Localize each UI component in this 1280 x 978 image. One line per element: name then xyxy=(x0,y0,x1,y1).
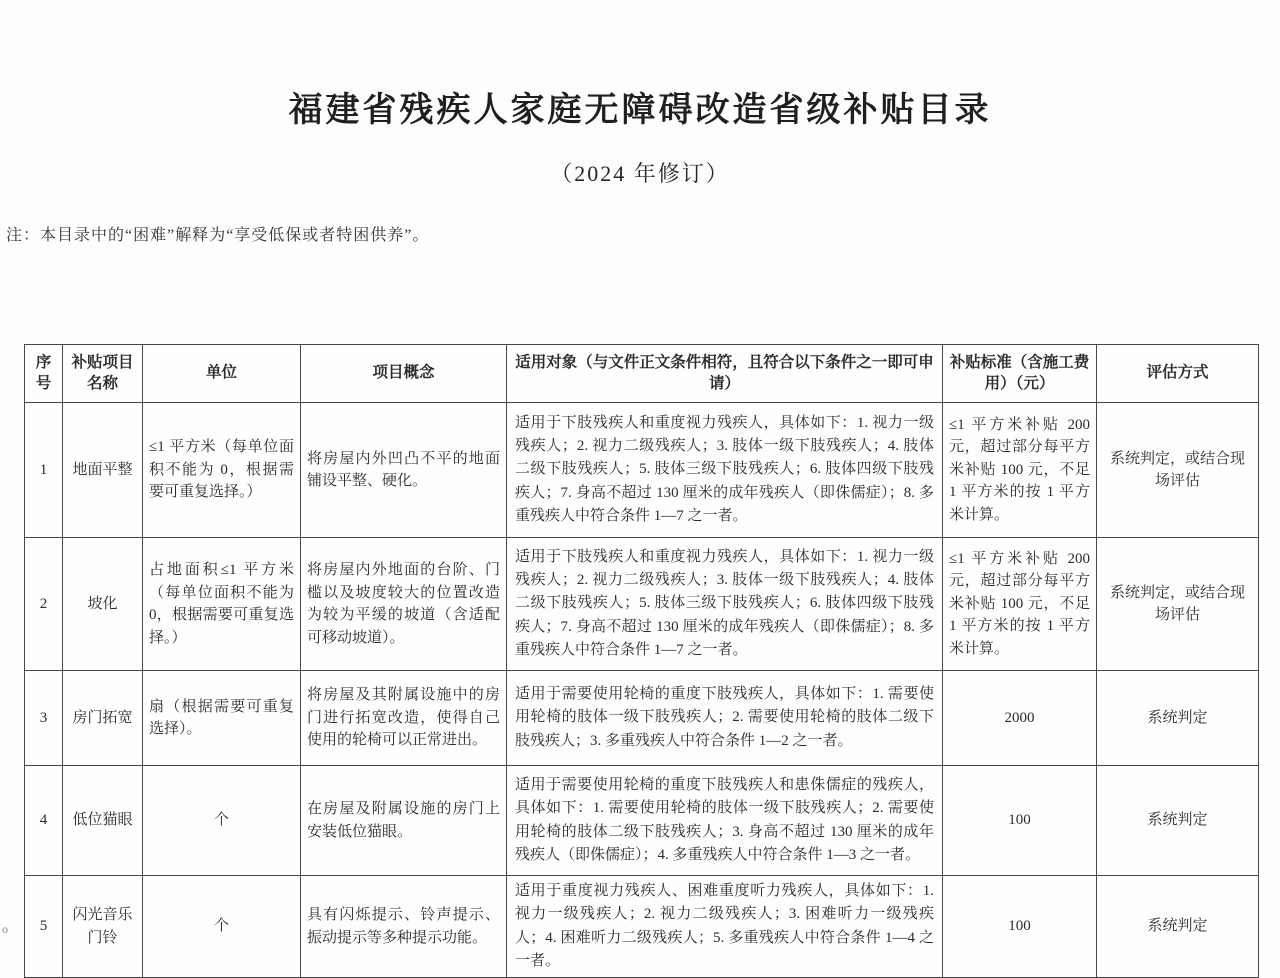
cell-target: 适用于下肢残疾人和重度视力残疾人，具体如下：1. 视力一级残疾人；2. 视力二级残疾人；3. 肢体一级下肢残疾人；4. 肢体二级下肢残疾人；5. 肢体三级下肢残疾人；6. 肢体四级下肢残疾人；7. 身高不超过 130 厘米的成年残疾人（即侏儒症）；8. 多重残疾人中符合条件 1—7 之一者。 xyxy=(507,538,943,671)
cell-standard: ≤1 平方米补贴 200 元，超过部分每平方米补贴 100 元，不足 1 平方米的按 1 平方米计算。 xyxy=(943,538,1097,671)
header-project-name: 补贴项目名称 xyxy=(63,345,143,403)
cell-project-name: 房门拓宽 xyxy=(63,671,143,766)
cell-concept: 将房屋内外凹凸不平的地面铺设平整、硬化。 xyxy=(301,403,507,538)
cell-standard: ≤1 平方米补贴 200 元，超过部分每平方米补贴 100 元，不足 1 平方米的按 1 平方米计算。 xyxy=(943,403,1097,538)
cell-evaluation: 系统判定，或结合现场评估 xyxy=(1097,403,1259,538)
table-row xyxy=(25,671,1259,766)
cell-evaluation: 系统判定 xyxy=(1097,671,1259,766)
cell-concept: 在房屋及附属设施的房门上安装低位猫眼。 xyxy=(301,766,507,876)
header-concept: 项目概念 xyxy=(301,345,507,403)
table-header-row xyxy=(25,345,1259,403)
header-target: 适用对象（与文件正文条件相符，且符合以下条件之一即可申请） xyxy=(507,345,943,403)
scan-edge-mark: o xyxy=(2,922,8,936)
cell-concept: 将房屋及其附属设施中的房门进行拓宽改造，使得自己使用的轮椅可以正常进出。 xyxy=(301,671,507,766)
cell-unit: 个 xyxy=(143,876,301,978)
cell-unit: 占地面积≤1 平方米（每单位面积不能为 0，根据需要可重复选择。） xyxy=(143,538,301,671)
cell-standard: 100 xyxy=(943,876,1097,978)
cell-project-name: 低位猫眼 xyxy=(63,766,143,876)
cell-no: 5 xyxy=(25,876,63,978)
cell-evaluation: 系统判定 xyxy=(1097,766,1259,876)
cell-evaluation: 系统判定 xyxy=(1097,876,1259,978)
cell-target: 适用于需要使用轮椅的重度下肢残疾人，具体如下：1. 需要使用轮椅的肢体一级下肢残疾人；2. 需要使用轮椅的肢体二级下肢残疾人；3. 多重残疾人中符合条件 1—2 之一者。 xyxy=(507,671,943,766)
cell-concept: 将房屋内外地面的台阶、门槛以及坡度较大的位置改造为较为平缓的坡道（含适配可移动坡道）。 xyxy=(301,538,507,671)
header-standard: 补贴标准（含施工费用）（元） xyxy=(943,345,1097,403)
cell-project-name: 闪光音乐门铃 xyxy=(63,876,143,978)
cell-evaluation: 系统判定，或结合现场评估 xyxy=(1097,538,1259,671)
cell-no: 2 xyxy=(25,538,63,671)
table-row xyxy=(25,403,1259,538)
cell-target: 适用于下肢残疾人和重度视力残疾人，具体如下：1. 视力一级残疾人；2. 视力二级残疾人；3. 肢体一级下肢残疾人；4. 肢体二级下肢残疾人；5. 肢体三级下肢残疾人；6. 肢体四级下肢残疾人；7. 身高不超过 130 厘米的成年残疾人（即侏儒症）；8. 多重残疾人中符合条件 1—7 之一者。 xyxy=(507,403,943,538)
cell-no: 3 xyxy=(25,671,63,766)
cell-target: 适用于重度视力残疾人、困难重度听力残疾人，具体如下：1. 视力一级残疾人；2. 视力二级残疾人；3. 困难听力一级残疾人；4. 困难听力二级残疾人；5. 多重残疾人中符合条件 1—4 之一者。 xyxy=(507,876,943,978)
cell-target: 适用于需要使用轮椅的重度下肢残疾人和患侏儒症的残疾人，具体如下：1. 需要使用轮椅的肢体一级下肢残疾人；2. 需要使用轮椅的肢体二级下肢残疾人；3. 身高不超过 130 厘米的成年残疾人（即侏儒症）；4. 多重残疾人中符合条件 1—3 之一者。 xyxy=(507,766,943,876)
header-unit: 单位 xyxy=(143,345,301,403)
cell-unit: ≤1 平方米（每单位面积不能为 0，根据需要可重复选择。） xyxy=(143,403,301,538)
cell-project-name: 坡化 xyxy=(63,538,143,671)
cell-project-name: 地面平整 xyxy=(63,403,143,538)
cell-no: 1 xyxy=(25,403,63,538)
table-row xyxy=(25,538,1259,671)
header-evaluation: 评估方式 xyxy=(1097,345,1259,403)
document-note: 注：本目录中的“困难”解释为“享受低保或者特困供养”。 xyxy=(6,227,430,244)
table-row xyxy=(25,766,1259,876)
cell-no: 4 xyxy=(25,766,63,876)
page-title: 福建省残疾人家庭无障碍改造省级补贴目录 xyxy=(288,92,992,129)
subsidy-table xyxy=(24,344,1259,978)
cell-unit: 扇（根据需要可重复选择）。 xyxy=(143,671,301,766)
cell-concept: 具有闪烁提示、铃声提示、振动提示等多种提示功能。 xyxy=(301,876,507,978)
cell-unit: 个 xyxy=(143,766,301,876)
cell-standard: 100 xyxy=(943,766,1097,876)
page-subtitle: （2024 年修订） xyxy=(550,161,730,186)
subsidy-table-container xyxy=(24,344,1258,978)
cell-standard: 2000 xyxy=(943,671,1097,766)
header-no: 序号 xyxy=(25,345,63,403)
